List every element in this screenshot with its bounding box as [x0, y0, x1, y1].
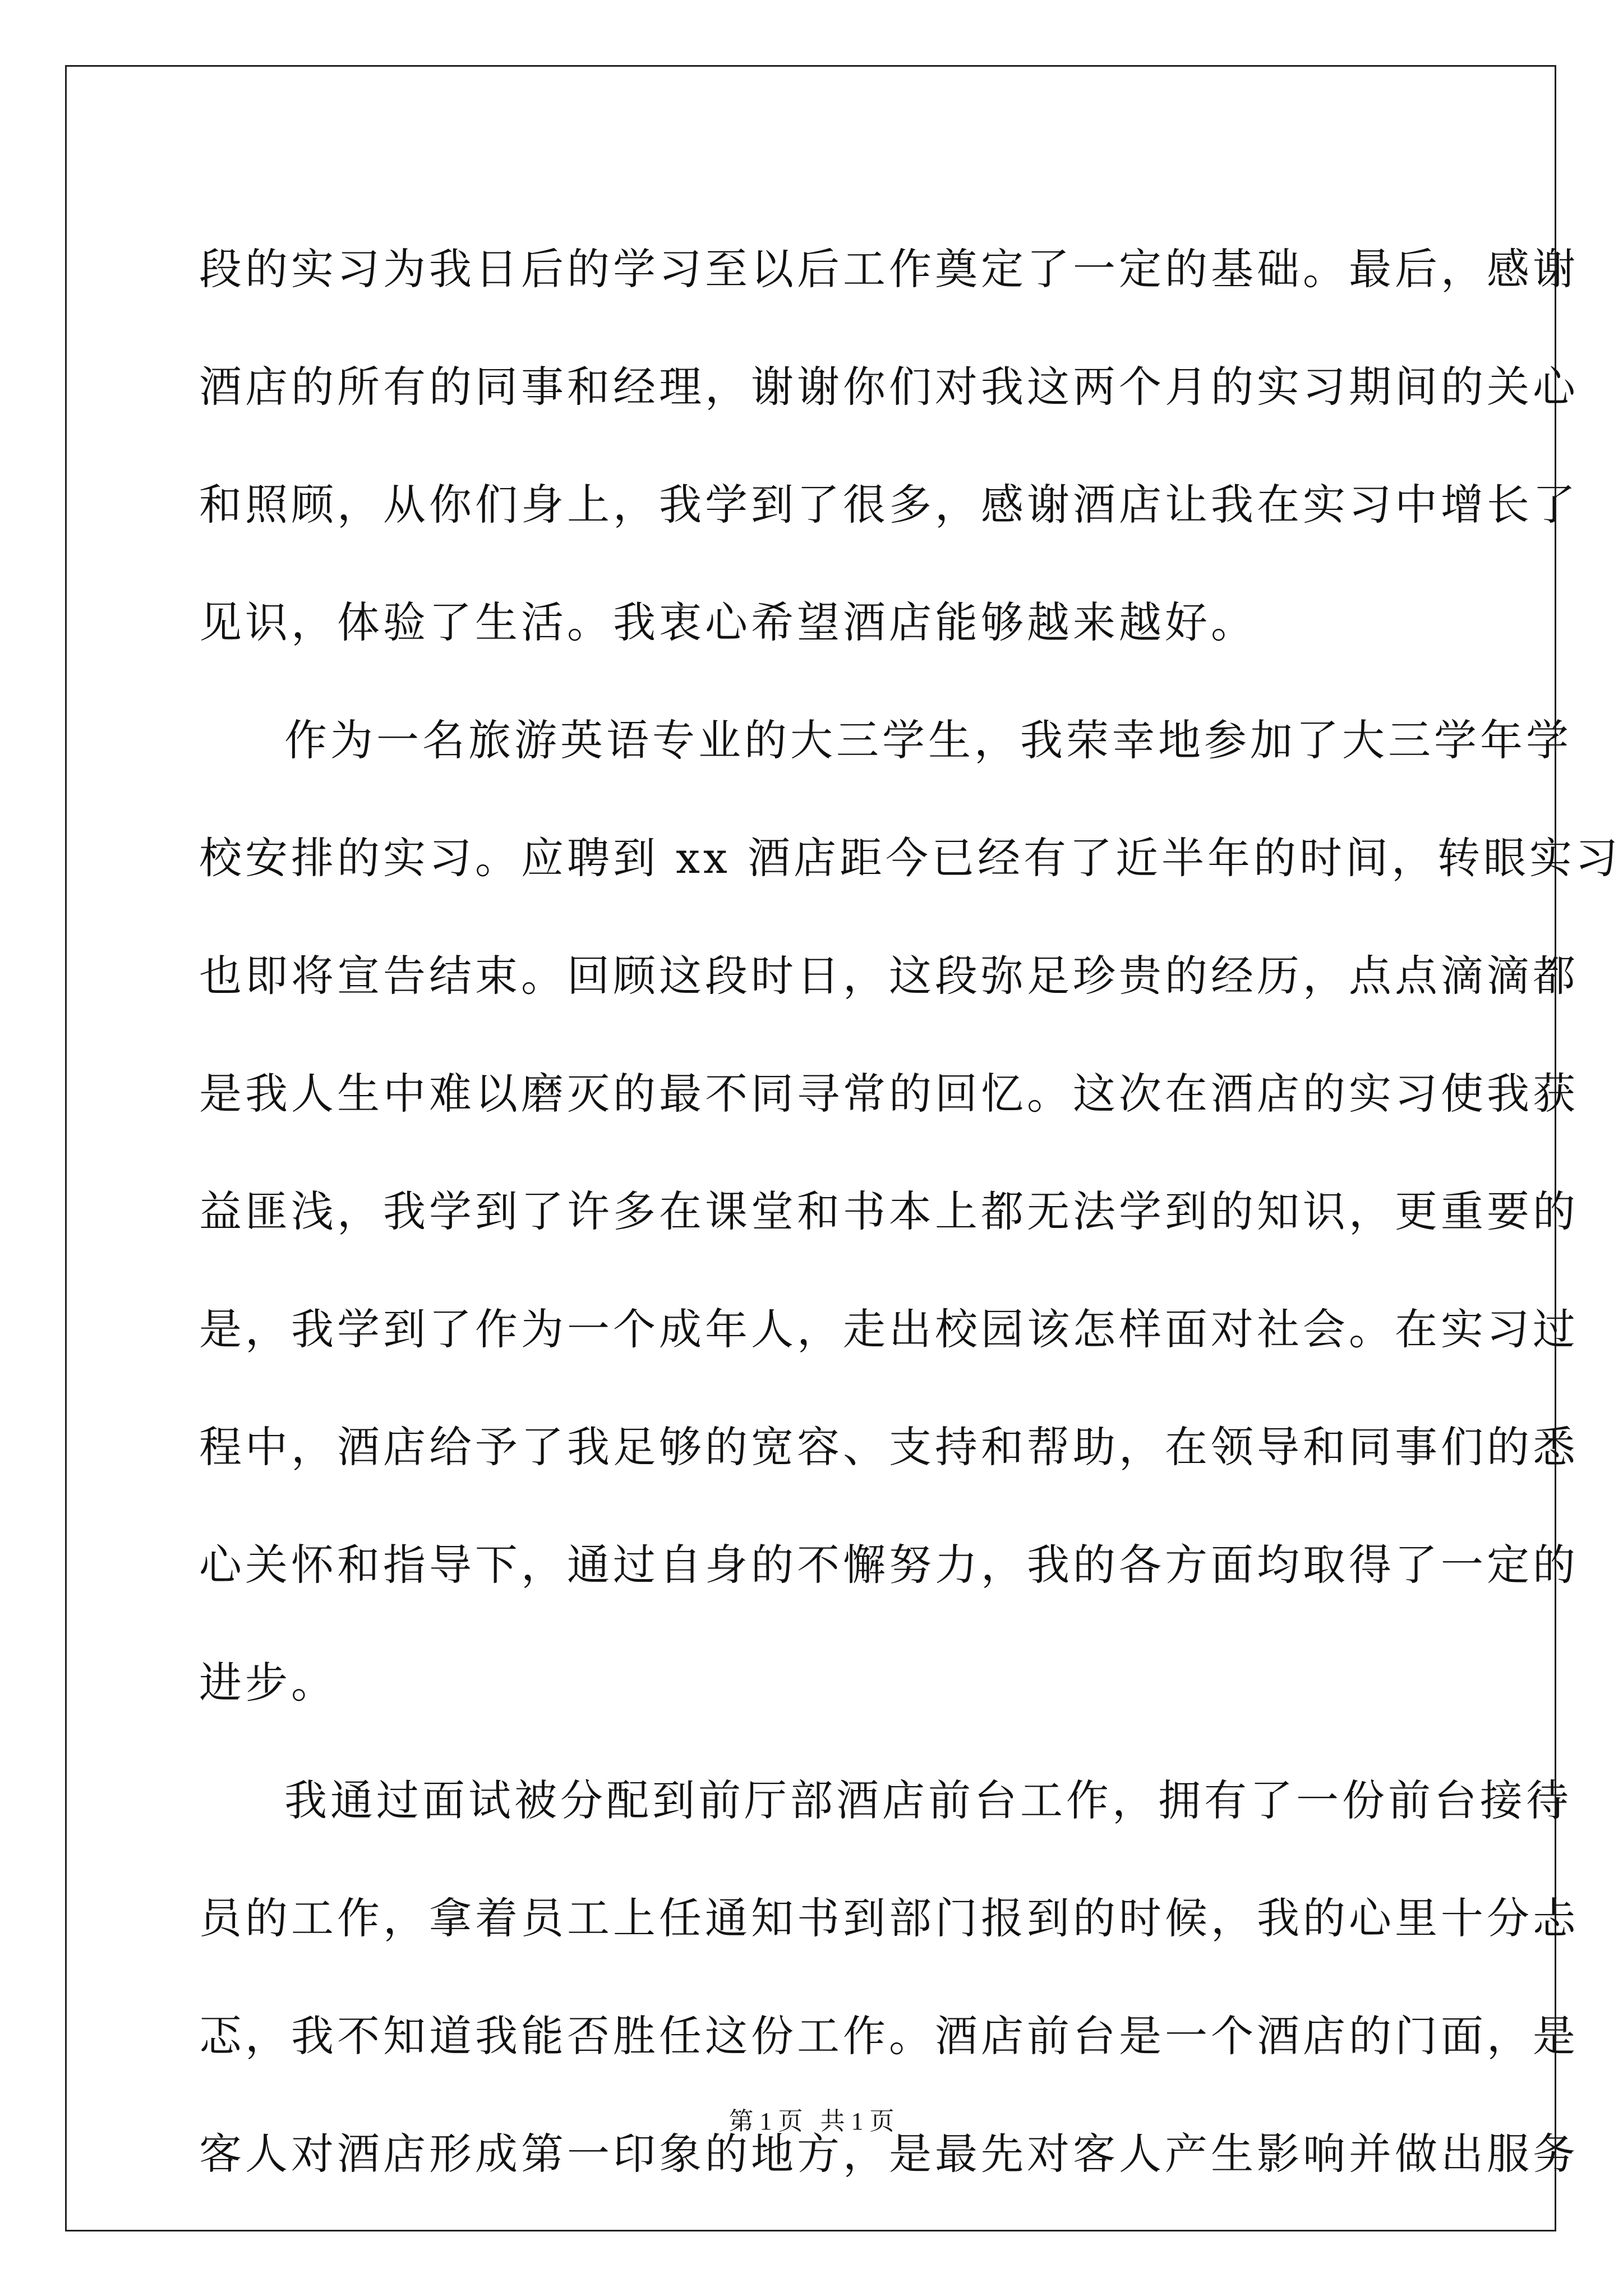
text-line: 忑，我不知道我能否胜任这份工作。酒店前台是一个酒店的门面，是 [199, 2011, 1579, 2061]
text-line: 见识，体验了生活。我衷心希望酒店能够越来越好。 [199, 597, 1257, 647]
text-line: 段的实习为我日后的学习至以后工作奠定了一定的基础。最后，感谢 [199, 244, 1579, 294]
text-line: 也即将宣告结束。回顾这段时日，这段弥足珍贵的经历，点点滴滴都 [199, 951, 1579, 1001]
text-line: 益匪浅，我学到了许多在课堂和书本上都无法学到的知识，更重要的 [199, 1186, 1579, 1236]
text-line: 程中，酒店给予了我足够的宽容、支持和帮助，在领导和同事们的悉 [199, 1422, 1579, 1472]
paragraph-first-line: 作为一名旅游英语专业的大三学生，我荣幸地参加了大三学年学 [284, 715, 1572, 765]
paragraph-first-line: 我通过面试被分配到前厅部酒店前台工作，拥有了一份前台接待 [284, 1775, 1572, 1825]
text-line: 校安排的实习。应聘到 xx 酒店距今已经有了近半年的时间，转眼实习 [199, 833, 1622, 883]
page-number: 第 1 页 [728, 2108, 803, 2135]
text-line: 酒店的所有的同事和经理，谢谢你们对我这两个月的实习期间的关心 [199, 362, 1579, 412]
page-footer [0, 2101, 1623, 2137]
total-pages: 共 1 页 [820, 2108, 895, 2135]
text-line: 客人对酒店形成第一印象的地方，是最先对客人产生影响并做出服务 [199, 2129, 1579, 2179]
document-body [199, 210, 1622, 2213]
text-line: 员的工作，拿着员工上任通知书到部门报到的时候，我的心里十分忐 [199, 1893, 1579, 1943]
text-line: 心关怀和指导下，通过自身的不懈努力，我的各方面均取得了一定的 [199, 1540, 1579, 1590]
text-line: 进步。 [199, 1658, 337, 1708]
text-line: 和照顾，从你们身上，我学到了很多，感谢酒店让我在实习中增长了 [199, 480, 1579, 530]
text-line: 是我人生中难以磨灭的最不同寻常的回忆。这次在酒店的实习使我获 [199, 1069, 1579, 1119]
text-line: 是，我学到了作为一个成年人，走出校园该怎样面对社会。在实习过 [199, 1304, 1579, 1354]
